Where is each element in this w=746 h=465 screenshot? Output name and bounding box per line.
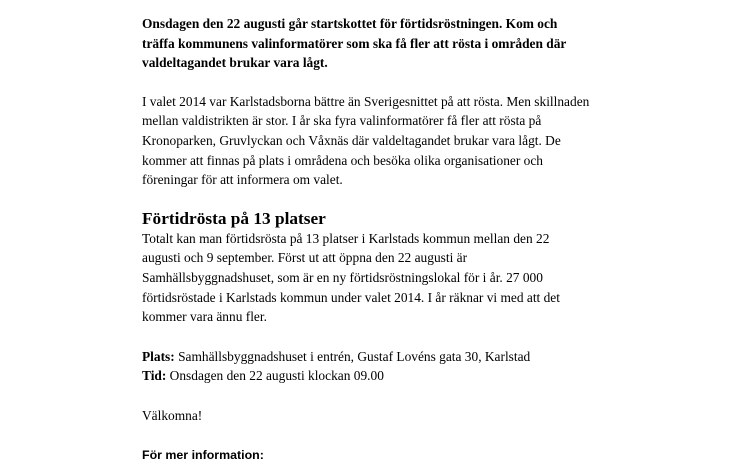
place-row [142,347,622,367]
section-paragraph [142,229,622,327]
intro-line: föreningar för att informera om valet. [142,172,343,188]
lead-line: Onsdagen den 22 augusti går startskottet för förtidsröstningen. Kom och [142,16,558,31]
intro-line: Kronoparken, Gruvlyckan och Våxnäs där valdeltagandet brukar vara lågt. De [142,132,561,148]
document-page [142,14,622,465]
more-info-heading: För mer information: [142,447,264,462]
section-line: Samhällsbyggnadshuset, som är en ny förtidsröstningslokal för i år. 27 000 [142,269,543,285]
section-heading: Förtidrösta på 13 platser [142,208,326,228]
welcome-text: Välkomna! [142,407,203,423]
intro-line: I valet 2014 var Karlstadsborna bättre än Sverigesnittet på att rösta. Men skillnaden [142,93,590,109]
spacer [142,327,622,347]
time-label: Tid: [142,368,167,384]
event-details [142,347,622,386]
section-line: kommer vara ännu fler. [142,309,267,325]
lead-line: träffa kommunens valinformatörer som ska få fler att rösta i områden där [142,35,567,51]
spacer [142,386,622,406]
place-label: Plats: [142,348,175,364]
intro-line: kommer att finnas på plats i områdena och besöka olika organisationer och [142,152,543,168]
section-line: augusti och 9 september. Först ut att öppna den 22 augusti är [142,250,468,266]
lead-line: valdeltagandet brukar vara lågt. [142,55,328,71]
spacer [142,426,622,446]
spacer [142,190,622,209]
intro-line: mellan valdistrikten är stor. I år ska fyra valinformatörer få fler att rösta på [142,113,542,129]
section-line: förtidsröstade i Karlstads kommun under valet 2014. I år räknar vi med att det [142,289,560,305]
spacer [142,73,622,92]
place-value: Samhällsbyggnadshuset i entrén, Gustaf Lovéns gata 30, Karlstad [174,348,531,364]
section-line: Totalt kan man förtidsrösta på 13 platser i Karlstads kommun mellan den 22 [142,230,550,246]
intro-paragraph [142,92,622,190]
time-value: Onsdagen den 22 augusti klockan 09.00 [166,368,384,384]
time-row [142,366,622,386]
lead-paragraph [142,14,622,73]
